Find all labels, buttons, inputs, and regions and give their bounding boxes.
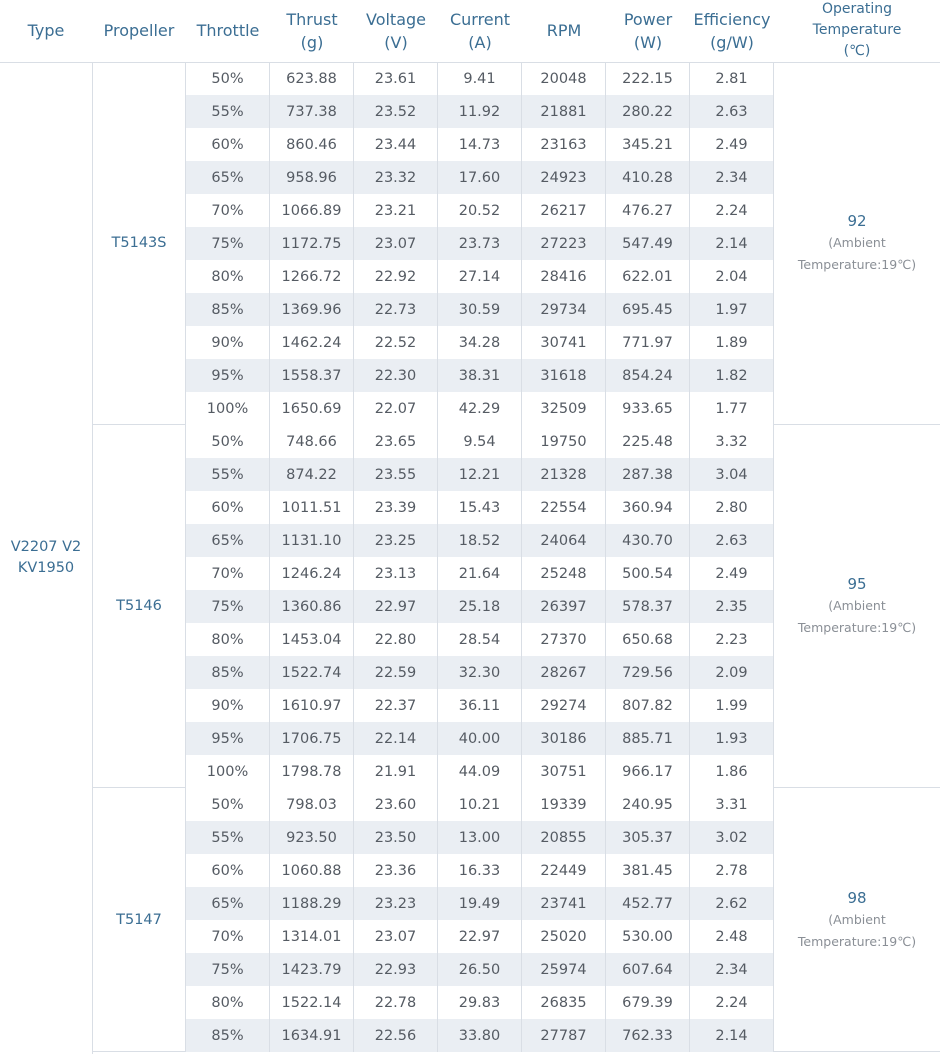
voltage-cell: 23.07 xyxy=(353,227,437,260)
throttle-cell: 50% xyxy=(185,62,269,95)
header-type-line: Type xyxy=(27,21,65,40)
temperature-value: 98 xyxy=(847,888,867,907)
current-cell: 44.09 xyxy=(437,755,521,788)
current-cell: 40.00 xyxy=(437,722,521,755)
throttle-cell: 100% xyxy=(185,392,269,425)
header-current-line: Current xyxy=(449,9,511,29)
current-cell: 29.83 xyxy=(437,986,521,1019)
throttle-cell: 50% xyxy=(185,425,269,458)
throttle-cell: 75% xyxy=(185,590,269,623)
power-cell: 476.27 xyxy=(605,194,689,227)
voltage-cell: 22.80 xyxy=(353,623,437,656)
header-thrust-line: (g) xyxy=(300,32,324,52)
voltage-cell: 23.39 xyxy=(353,491,437,524)
header-propeller xyxy=(93,0,185,61)
rpm-cell: 27223 xyxy=(521,227,605,260)
ambient-temperature-note: (Ambient xyxy=(828,235,886,250)
rpm-cell: 20855 xyxy=(521,821,605,854)
power-cell: 762.33 xyxy=(605,1019,689,1052)
current-cell: 32.30 xyxy=(437,656,521,689)
throttle-cell: 80% xyxy=(185,986,269,1019)
table-row xyxy=(185,1019,773,1052)
throttle-cell: 60% xyxy=(185,854,269,887)
operating-temperature-cell xyxy=(773,62,940,425)
throttle-cell: 85% xyxy=(185,1019,269,1052)
power-cell: 280.22 xyxy=(605,95,689,128)
current-cell: 27.14 xyxy=(437,260,521,293)
efficiency-cell: 2.04 xyxy=(689,260,773,293)
thrust-cell: 1558.37 xyxy=(269,359,353,392)
voltage-cell: 23.13 xyxy=(353,557,437,590)
rpm-cell: 26397 xyxy=(521,590,605,623)
current-cell: 13.00 xyxy=(437,821,521,854)
temperature-value: 95 xyxy=(847,575,867,593)
current-cell: 30.59 xyxy=(437,293,521,326)
power-cell: 305.37 xyxy=(605,821,689,854)
throttle-cell: 65% xyxy=(185,887,269,920)
ambient-temperature-note: Temperature:19℃) xyxy=(797,933,917,949)
rpm-cell: 25248 xyxy=(521,557,605,590)
power-cell: 807.82 xyxy=(605,689,689,722)
header-power-line: Power xyxy=(623,9,673,29)
thrust-cell: 923.50 xyxy=(269,821,353,854)
efficiency-cell: 2.14 xyxy=(689,227,773,260)
header-throttle-line: Throttle xyxy=(196,21,260,40)
power-cell: 452.77 xyxy=(605,887,689,920)
voltage-cell: 23.07 xyxy=(353,920,437,953)
voltage-cell: 23.21 xyxy=(353,194,437,227)
thrust-cell: 1360.86 xyxy=(269,590,353,623)
voltage-cell: 23.55 xyxy=(353,458,437,491)
header-voltage-line: Voltage xyxy=(365,9,426,29)
header-throttle xyxy=(186,0,270,61)
throttle-cell: 55% xyxy=(185,821,269,854)
thrust-cell: 1246.24 xyxy=(269,557,353,590)
thrust-cell: 1066.89 xyxy=(269,194,353,227)
rpm-cell: 22449 xyxy=(521,854,605,887)
table-row xyxy=(185,392,773,425)
power-cell: 240.95 xyxy=(605,788,689,821)
table-row xyxy=(185,557,773,590)
table-header xyxy=(0,0,940,63)
table-row xyxy=(185,95,773,128)
rpm-cell: 31618 xyxy=(521,359,605,392)
thrust-cell: 1522.14 xyxy=(269,986,353,1019)
table-row xyxy=(185,161,773,194)
table-row xyxy=(185,359,773,392)
voltage-cell: 23.25 xyxy=(353,524,437,557)
thrust-cell: 1369.96 xyxy=(269,293,353,326)
throttle-cell: 90% xyxy=(185,326,269,359)
ambient-temperature-note: Temperature:19℃) xyxy=(797,257,917,272)
voltage-cell: 22.30 xyxy=(353,359,437,392)
thrust-cell: 1266.72 xyxy=(269,260,353,293)
power-cell: 500.54 xyxy=(605,557,689,590)
header-thrust xyxy=(270,0,354,61)
rpm-cell: 24923 xyxy=(521,161,605,194)
thrust-cell: 1706.75 xyxy=(269,722,353,755)
rpm-cell: 28416 xyxy=(521,260,605,293)
rpm-cell: 27370 xyxy=(521,623,605,656)
rpm-cell: 25974 xyxy=(521,953,605,986)
current-cell: 28.54 xyxy=(437,623,521,656)
efficiency-cell: 1.93 xyxy=(689,722,773,755)
rpm-cell: 30741 xyxy=(521,326,605,359)
throttle-cell: 85% xyxy=(185,293,269,326)
thrust-cell: 1650.69 xyxy=(269,392,353,425)
power-cell: 410.28 xyxy=(605,161,689,194)
voltage-cell: 22.52 xyxy=(353,326,437,359)
header-efficiency-line: Efficiency xyxy=(693,9,771,29)
voltage-cell: 23.32 xyxy=(353,161,437,194)
efficiency-cell: 1.82 xyxy=(689,359,773,392)
thrust-cell: 1188.29 xyxy=(269,887,353,920)
current-cell: 33.80 xyxy=(437,1019,521,1052)
rpm-cell: 29274 xyxy=(521,689,605,722)
voltage-cell: 21.91 xyxy=(353,755,437,788)
table-row xyxy=(185,656,773,689)
voltage-cell: 22.78 xyxy=(353,986,437,1019)
type-label-line: KV1950 xyxy=(17,560,75,576)
header-operating-temperature xyxy=(774,0,940,61)
thrust-cell: 1453.04 xyxy=(269,623,353,656)
table-row xyxy=(185,920,773,953)
power-cell: 222.15 xyxy=(605,62,689,95)
thrust-cell: 1423.79 xyxy=(269,953,353,986)
efficiency-cell: 3.04 xyxy=(689,458,773,491)
power-cell: 885.71 xyxy=(605,722,689,755)
table-row xyxy=(185,62,773,95)
voltage-cell: 23.65 xyxy=(353,425,437,458)
table-row xyxy=(185,227,773,260)
header-efficiency xyxy=(690,0,774,61)
efficiency-cell: 3.02 xyxy=(689,821,773,854)
type-label-line: V2207 V2 xyxy=(10,539,82,555)
table-row xyxy=(185,821,773,854)
current-cell: 15.43 xyxy=(437,491,521,524)
thrust-cell: 623.88 xyxy=(269,62,353,95)
efficiency-cell: 1.97 xyxy=(689,293,773,326)
voltage-cell: 22.97 xyxy=(353,590,437,623)
table-body xyxy=(185,62,773,1052)
efficiency-cell: 1.99 xyxy=(689,689,773,722)
table-row xyxy=(185,590,773,623)
efficiency-cell: 2.63 xyxy=(689,95,773,128)
rpm-cell: 30751 xyxy=(521,755,605,788)
rpm-cell: 23741 xyxy=(521,887,605,920)
current-cell: 19.49 xyxy=(437,887,521,920)
efficiency-cell: 2.49 xyxy=(689,128,773,161)
power-cell: 854.24 xyxy=(605,359,689,392)
efficiency-cell: 1.77 xyxy=(689,392,773,425)
header-operating-temperature-line: Operating xyxy=(822,1,892,17)
power-cell: 381.45 xyxy=(605,854,689,887)
voltage-cell: 22.59 xyxy=(353,656,437,689)
rpm-cell: 26835 xyxy=(521,986,605,1019)
power-cell: 607.64 xyxy=(605,953,689,986)
current-cell: 16.33 xyxy=(437,854,521,887)
current-cell: 36.11 xyxy=(437,689,521,722)
power-cell: 679.39 xyxy=(605,986,689,1019)
voltage-cell: 22.93 xyxy=(353,953,437,986)
current-cell: 25.18 xyxy=(437,590,521,623)
efficiency-cell: 2.78 xyxy=(689,854,773,887)
propeller-cell: T5147 xyxy=(93,788,185,1052)
efficiency-cell: 2.49 xyxy=(689,557,773,590)
rpm-cell: 30186 xyxy=(521,722,605,755)
thrust-cell: 737.38 xyxy=(269,95,353,128)
header-rpm xyxy=(522,0,606,61)
throttle-cell: 75% xyxy=(185,227,269,260)
thrust-cell: 874.22 xyxy=(269,458,353,491)
efficiency-cell: 2.23 xyxy=(689,623,773,656)
rpm-cell: 20048 xyxy=(521,62,605,95)
power-cell: 966.17 xyxy=(605,755,689,788)
rpm-cell: 19339 xyxy=(521,788,605,821)
voltage-cell: 23.60 xyxy=(353,788,437,821)
voltage-cell: 22.07 xyxy=(353,392,437,425)
thrust-cell: 1131.10 xyxy=(269,524,353,557)
power-cell: 622.01 xyxy=(605,260,689,293)
power-cell: 287.38 xyxy=(605,458,689,491)
current-cell: 14.73 xyxy=(437,128,521,161)
rpm-cell: 23163 xyxy=(521,128,605,161)
table-row xyxy=(185,491,773,524)
throttle-cell: 70% xyxy=(185,557,269,590)
header-voltage xyxy=(354,0,438,61)
current-cell: 12.21 xyxy=(437,458,521,491)
power-cell: 430.70 xyxy=(605,524,689,557)
propeller-cell: T5143S xyxy=(93,62,185,425)
thrust-cell: 1011.51 xyxy=(269,491,353,524)
propeller-cell: T5146 xyxy=(93,425,185,788)
throttle-cell: 95% xyxy=(185,359,269,392)
current-cell: 21.64 xyxy=(437,557,521,590)
table-row xyxy=(185,128,773,161)
header-efficiency-line: (g/W) xyxy=(710,32,754,52)
thrust-cell: 1610.97 xyxy=(269,689,353,722)
power-cell: 695.45 xyxy=(605,293,689,326)
current-cell: 26.50 xyxy=(437,953,521,986)
table-row xyxy=(185,293,773,326)
throttle-cell: 90% xyxy=(185,689,269,722)
table-row xyxy=(185,524,773,557)
power-cell: 530.00 xyxy=(605,920,689,953)
throttle-cell: 65% xyxy=(185,161,269,194)
header-operating-temperature-line: (℃) xyxy=(843,43,871,59)
operating-temperature-cell xyxy=(773,425,940,788)
table-row xyxy=(185,722,773,755)
table-row xyxy=(185,194,773,227)
efficiency-cell: 1.86 xyxy=(689,755,773,788)
header-rpm-line: RPM xyxy=(546,21,582,40)
efficiency-cell: 2.34 xyxy=(689,161,773,194)
ambient-temperature-note: Temperature:19℃) xyxy=(797,620,917,635)
rpm-cell: 28267 xyxy=(521,656,605,689)
header-type xyxy=(0,0,92,61)
throttle-cell: 55% xyxy=(185,458,269,491)
thrust-cell: 1798.78 xyxy=(269,755,353,788)
rpm-cell: 32509 xyxy=(521,392,605,425)
thrust-cell: 860.46 xyxy=(269,128,353,161)
throttle-cell: 95% xyxy=(185,722,269,755)
voltage-cell: 23.61 xyxy=(353,62,437,95)
header-propeller-line: Propeller xyxy=(103,21,175,40)
throttle-cell: 60% xyxy=(185,128,269,161)
voltage-cell: 23.50 xyxy=(353,821,437,854)
throttle-cell: 80% xyxy=(185,260,269,293)
thrust-cell: 958.96 xyxy=(269,161,353,194)
efficiency-cell: 2.24 xyxy=(689,986,773,1019)
efficiency-cell: 2.63 xyxy=(689,524,773,557)
table-row xyxy=(185,425,773,458)
header-voltage-line: (V) xyxy=(384,32,408,52)
rpm-cell: 22554 xyxy=(521,491,605,524)
table-row xyxy=(185,755,773,788)
table-row xyxy=(185,326,773,359)
throttle-cell: 50% xyxy=(185,788,269,821)
header-power xyxy=(606,0,690,61)
efficiency-cell: 2.34 xyxy=(689,953,773,986)
thrust-cell: 1522.74 xyxy=(269,656,353,689)
table-row xyxy=(185,788,773,821)
current-cell: 17.60 xyxy=(437,161,521,194)
header-current xyxy=(438,0,522,61)
current-cell: 11.92 xyxy=(437,95,521,128)
current-cell: 34.28 xyxy=(437,326,521,359)
throttle-cell: 75% xyxy=(185,953,269,986)
voltage-cell: 23.23 xyxy=(353,887,437,920)
throttle-cell: 100% xyxy=(185,755,269,788)
current-cell: 42.29 xyxy=(437,392,521,425)
thrust-cell: 1462.24 xyxy=(269,326,353,359)
operating-temperature-cell xyxy=(773,788,940,1052)
rpm-cell: 29734 xyxy=(521,293,605,326)
efficiency-cell: 2.81 xyxy=(689,62,773,95)
voltage-cell: 23.52 xyxy=(353,95,437,128)
power-cell: 729.56 xyxy=(605,656,689,689)
voltage-cell: 22.37 xyxy=(353,689,437,722)
power-cell: 578.37 xyxy=(605,590,689,623)
table-row xyxy=(185,689,773,722)
ambient-temperature-note: (Ambient xyxy=(828,911,886,927)
rpm-cell: 25020 xyxy=(521,920,605,953)
efficiency-cell: 3.32 xyxy=(689,425,773,458)
current-cell: 23.73 xyxy=(437,227,521,260)
efficiency-cell: 2.48 xyxy=(689,920,773,953)
table-row xyxy=(185,260,773,293)
efficiency-cell: 1.89 xyxy=(689,326,773,359)
efficiency-cell: 2.24 xyxy=(689,194,773,227)
temperature-value: 92 xyxy=(847,212,867,230)
throttle-cell: 65% xyxy=(185,524,269,557)
table-row xyxy=(185,623,773,656)
throttle-cell: 55% xyxy=(185,95,269,128)
table-row xyxy=(185,458,773,491)
power-cell: 771.97 xyxy=(605,326,689,359)
current-cell: 9.54 xyxy=(437,425,521,458)
thrust-cell: 1634.91 xyxy=(269,1019,353,1052)
table-row xyxy=(185,986,773,1019)
rpm-cell: 21881 xyxy=(521,95,605,128)
thrust-cell: 1060.88 xyxy=(269,854,353,887)
power-cell: 345.21 xyxy=(605,128,689,161)
ambient-temperature-note: (Ambient xyxy=(828,598,886,613)
rpm-cell: 27787 xyxy=(521,1019,605,1052)
voltage-cell: 22.73 xyxy=(353,293,437,326)
header-current-line: (A) xyxy=(468,32,492,52)
current-cell: 38.31 xyxy=(437,359,521,392)
power-cell: 360.94 xyxy=(605,491,689,524)
efficiency-cell: 2.62 xyxy=(689,887,773,920)
power-cell: 650.68 xyxy=(605,623,689,656)
voltage-cell: 22.56 xyxy=(353,1019,437,1052)
throttle-cell: 80% xyxy=(185,623,269,656)
header-operating-temperature-line: Temperature xyxy=(812,22,902,38)
thrust-cell: 1172.75 xyxy=(269,227,353,260)
current-cell: 20.52 xyxy=(437,194,521,227)
current-cell: 22.97 xyxy=(437,920,521,953)
type-cell xyxy=(0,62,93,1054)
throttle-cell: 60% xyxy=(185,491,269,524)
power-cell: 225.48 xyxy=(605,425,689,458)
efficiency-cell: 2.35 xyxy=(689,590,773,623)
rpm-cell: 24064 xyxy=(521,524,605,557)
throttle-cell: 85% xyxy=(185,656,269,689)
table-row xyxy=(185,887,773,920)
voltage-cell: 22.92 xyxy=(353,260,437,293)
voltage-cell: 23.36 xyxy=(353,854,437,887)
header-power-line: (W) xyxy=(633,32,663,52)
efficiency-cell: 2.80 xyxy=(689,491,773,524)
efficiency-cell: 2.14 xyxy=(689,1019,773,1052)
throttle-cell: 70% xyxy=(185,920,269,953)
thrust-cell: 798.03 xyxy=(269,788,353,821)
efficiency-cell: 3.31 xyxy=(689,788,773,821)
rpm-cell: 19750 xyxy=(521,425,605,458)
voltage-cell: 22.14 xyxy=(353,722,437,755)
header-thrust-line: Thrust xyxy=(286,9,338,29)
thrust-cell: 748.66 xyxy=(269,425,353,458)
table-row xyxy=(185,854,773,887)
thrust-cell: 1314.01 xyxy=(269,920,353,953)
current-cell: 10.21 xyxy=(437,788,521,821)
rpm-cell: 26217 xyxy=(521,194,605,227)
current-cell: 18.52 xyxy=(437,524,521,557)
power-cell: 933.65 xyxy=(605,392,689,425)
current-cell: 9.41 xyxy=(437,62,521,95)
throttle-cell: 70% xyxy=(185,194,269,227)
voltage-cell: 23.44 xyxy=(353,128,437,161)
rpm-cell: 21328 xyxy=(521,458,605,491)
efficiency-cell: 2.09 xyxy=(689,656,773,689)
power-cell: 547.49 xyxy=(605,227,689,260)
table-row xyxy=(185,953,773,986)
